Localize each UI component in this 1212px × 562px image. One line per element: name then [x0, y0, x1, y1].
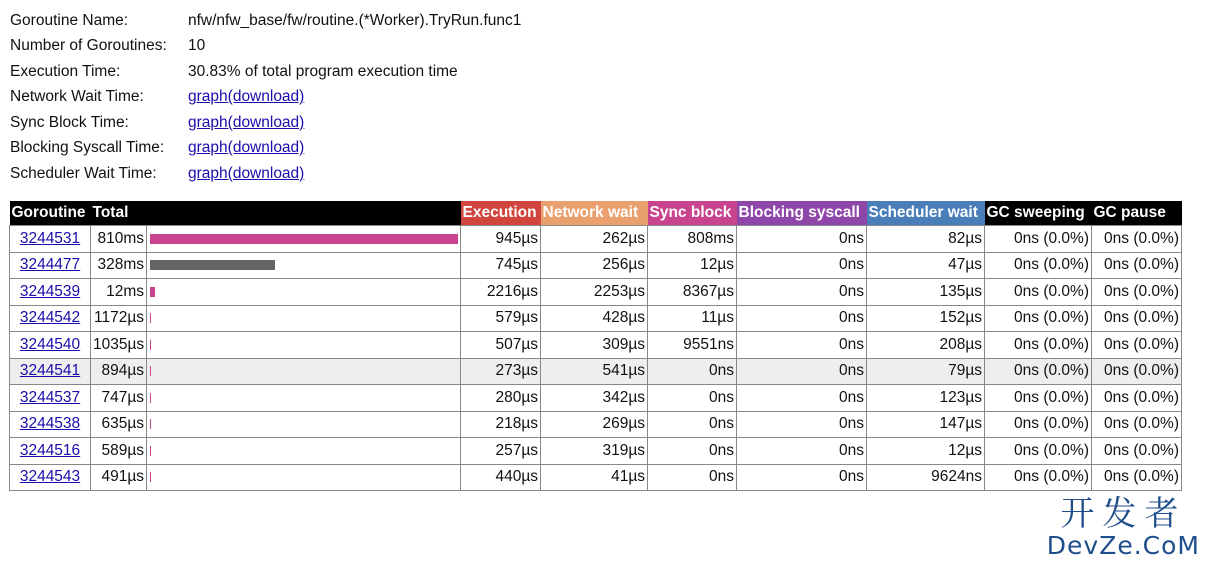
goroutine-id-link[interactable]: 3244541: [19, 362, 81, 380]
cell-network-wait: 41µs: [541, 464, 648, 491]
cell-scheduler-wait: 123µs: [867, 385, 985, 412]
info-row-scheduler: [10, 161, 521, 187]
cell-total: 589µs: [91, 438, 147, 465]
total-bar-fill: [150, 472, 151, 482]
bar-track: [150, 472, 458, 482]
header-network-wait[interactable]: Network wait: [541, 201, 648, 226]
cell-gc-pause: 0ns (0.0%): [1092, 464, 1182, 491]
cell-total-bar: [147, 252, 461, 279]
sync-block-graph-link[interactable]: graph: [188, 113, 228, 131]
cell-gc-sweeping: 0ns (0.0%): [985, 279, 1092, 306]
cell-network-wait: 2253µs: [541, 279, 648, 306]
total-bar-fill: [150, 393, 151, 403]
cell-total: 491µs: [91, 464, 147, 491]
table-body: [10, 226, 1182, 491]
watermark-cn: 开发者: [1060, 494, 1187, 534]
cell-sync-block: 0ns: [648, 411, 737, 438]
scheduler-wait-links: [188, 165, 304, 183]
cell-blocking-syscall: 0ns: [737, 252, 867, 279]
goroutine-id-link[interactable]: 3244542: [19, 309, 81, 327]
execution-time-value: 30.83% of total program execution time: [188, 62, 458, 80]
watermark-en: DevZe.CoM: [1046, 531, 1200, 560]
bar-track: [150, 340, 458, 350]
cell-gc-sweeping: 0ns (0.0%): [985, 226, 1092, 253]
sync-block-links: [188, 114, 304, 132]
table-row: [10, 252, 1182, 279]
bar-track: [150, 419, 458, 429]
cell-goroutine-id: [10, 279, 91, 306]
watermark-logo: [1046, 494, 1200, 560]
info-row-name: [10, 8, 521, 34]
cell-blocking-syscall: 0ns: [737, 226, 867, 253]
cell-total-bar: [147, 464, 461, 491]
cell-goroutine-id: [10, 411, 91, 438]
table-row: [10, 464, 1182, 491]
cell-total: 1172µs: [91, 305, 147, 332]
bar-track: [150, 313, 458, 323]
total-bar-fill: [150, 366, 151, 376]
cell-total-bar: [147, 226, 461, 253]
cell-scheduler-wait: 135µs: [867, 279, 985, 306]
cell-execution: 257µs: [461, 438, 541, 465]
cell-sync-block: 0ns: [648, 358, 737, 385]
bar-track: [150, 234, 458, 244]
total-bar-fill: [150, 419, 151, 429]
cell-gc-sweeping: 0ns (0.0%): [985, 305, 1092, 332]
header-sync-block[interactable]: Sync block: [648, 201, 737, 226]
info-row-network: [10, 85, 521, 111]
cell-goroutine-id: [10, 358, 91, 385]
goroutine-id-link[interactable]: 3244539: [19, 282, 81, 300]
scheduler-wait-label: Scheduler Wait Time:: [10, 164, 157, 182]
scheduler-wait-download-link[interactable]: (download): [227, 164, 305, 182]
total-bar-fill: [150, 446, 151, 456]
header-blocking-syscall[interactable]: Blocking syscall: [737, 201, 867, 226]
total-bar-fill: [150, 234, 458, 244]
cell-blocking-syscall: 0ns: [737, 438, 867, 465]
cell-network-wait: 269µs: [541, 411, 648, 438]
cell-network-wait: 428µs: [541, 305, 648, 332]
cell-network-wait: 256µs: [541, 252, 648, 279]
cell-scheduler-wait: 79µs: [867, 358, 985, 385]
info-row-exec: [10, 59, 521, 85]
cell-execution: 273µs: [461, 358, 541, 385]
bar-track: [150, 393, 458, 403]
header-scheduler-wait[interactable]: Scheduler wait: [867, 201, 985, 226]
bar-track: [150, 446, 458, 456]
cell-network-wait: 309µs: [541, 332, 648, 359]
total-bar-fill: [150, 260, 275, 270]
cell-gc-sweeping: 0ns (0.0%): [985, 464, 1092, 491]
cell-goroutine-id: [10, 438, 91, 465]
cell-goroutine-id: [10, 385, 91, 412]
cell-execution: 280µs: [461, 385, 541, 412]
cell-gc-pause: 0ns (0.0%): [1092, 358, 1182, 385]
goroutine-name-label: Goroutine Name:: [10, 11, 129, 29]
cell-network-wait: 319µs: [541, 438, 648, 465]
cell-execution: 579µs: [461, 305, 541, 332]
cell-total-bar: [147, 279, 461, 306]
cell-execution: 2216µs: [461, 279, 541, 306]
cell-total-bar: [147, 385, 461, 412]
cell-gc-pause: 0ns (0.0%): [1092, 226, 1182, 253]
cell-blocking-syscall: 0ns: [737, 332, 867, 359]
cell-total: 747µs: [91, 385, 147, 412]
blocking-syscall-download-link[interactable]: (download): [227, 139, 305, 157]
goroutine-stats-table: [9, 201, 1182, 491]
scheduler-wait-graph-link[interactable]: graph: [188, 164, 228, 182]
header-goroutine[interactable]: Goroutine: [10, 201, 91, 226]
cell-scheduler-wait: 152µs: [867, 305, 985, 332]
header-gc-sweeping[interactable]: GC sweeping: [985, 201, 1092, 226]
cell-total: 810ms: [91, 226, 147, 253]
cell-goroutine-id: [10, 226, 91, 253]
goroutine-id-link[interactable]: 3244538: [19, 415, 81, 433]
cell-gc-sweeping: 0ns (0.0%): [985, 438, 1092, 465]
bar-track: [150, 366, 458, 376]
header-execution[interactable]: Execution: [461, 201, 541, 226]
bar-track: [150, 287, 458, 297]
table-row: [10, 438, 1182, 465]
sync-block-label: Sync Block Time:: [10, 113, 129, 131]
goroutine-info: [10, 8, 521, 187]
info-row-syscall: [10, 136, 521, 162]
cell-gc-pause: 0ns (0.0%): [1092, 438, 1182, 465]
network-wait-download-link[interactable]: (download): [227, 88, 305, 106]
cell-blocking-syscall: 0ns: [737, 358, 867, 385]
table-row: [10, 385, 1182, 412]
cell-sync-block: 9551ns: [648, 332, 737, 359]
cell-execution: 945µs: [461, 226, 541, 253]
blocking-syscall-label: Blocking Syscall Time:: [10, 139, 165, 157]
cell-sync-block: 12µs: [648, 252, 737, 279]
table-row: [10, 226, 1182, 253]
blocking-syscall-graph-link[interactable]: graph: [188, 139, 228, 157]
cell-blocking-syscall: 0ns: [737, 411, 867, 438]
cell-network-wait: 342µs: [541, 385, 648, 412]
goroutine-count-label: Number of Goroutines:: [10, 37, 167, 55]
total-bar-fill: [150, 340, 151, 350]
cell-total: 894µs: [91, 358, 147, 385]
cell-total: 328ms: [91, 252, 147, 279]
table-row: [10, 305, 1182, 332]
cell-scheduler-wait: 47µs: [867, 252, 985, 279]
goroutine-id-link[interactable]: 3244516: [19, 441, 81, 459]
cell-gc-pause: 0ns (0.0%): [1092, 305, 1182, 332]
cell-total: 12ms: [91, 279, 147, 306]
goroutine-id-link[interactable]: 3244477: [19, 256, 81, 274]
cell-scheduler-wait: 9624ns: [867, 464, 985, 491]
bar-track: [150, 260, 458, 270]
cell-sync-block: 11µs: [648, 305, 737, 332]
header-gc-pause[interactable]: GC pause: [1092, 201, 1182, 226]
blocking-syscall-links: [188, 139, 304, 157]
cell-blocking-syscall: 0ns: [737, 385, 867, 412]
cell-sync-block: 808ms: [648, 226, 737, 253]
goroutine-id-link[interactable]: 3244540: [19, 335, 81, 353]
cell-execution: 507µs: [461, 332, 541, 359]
cell-execution: 745µs: [461, 252, 541, 279]
table-header-row: [10, 201, 1182, 226]
cell-scheduler-wait: 12µs: [867, 438, 985, 465]
info-row-sync: [10, 110, 521, 136]
header-bar: [147, 201, 461, 226]
goroutine-id-link[interactable]: 3244537: [19, 388, 81, 406]
network-wait-links: [188, 88, 304, 106]
cell-total-bar: [147, 358, 461, 385]
table-row: [10, 411, 1182, 438]
cell-execution: 440µs: [461, 464, 541, 491]
cell-sync-block: 0ns: [648, 464, 737, 491]
cell-blocking-syscall: 0ns: [737, 279, 867, 306]
cell-scheduler-wait: 147µs: [867, 411, 985, 438]
cell-network-wait: 541µs: [541, 358, 648, 385]
cell-gc-sweeping: 0ns (0.0%): [985, 252, 1092, 279]
cell-goroutine-id: [10, 464, 91, 491]
goroutine-name-value: nfw/nfw_base/fw/routine.(*Worker).TryRun.func1: [188, 11, 522, 29]
cell-network-wait: 262µs: [541, 226, 648, 253]
cell-sync-block: 0ns: [648, 385, 737, 412]
table-row: [10, 332, 1182, 359]
goroutine-count-value: 10: [188, 37, 206, 55]
cell-goroutine-id: [10, 332, 91, 359]
cell-gc-sweeping: 0ns (0.0%): [985, 385, 1092, 412]
cell-goroutine-id: [10, 252, 91, 279]
cell-goroutine-id: [10, 305, 91, 332]
cell-blocking-syscall: 0ns: [737, 305, 867, 332]
network-wait-graph-link[interactable]: graph: [188, 88, 228, 106]
cell-scheduler-wait: 82µs: [867, 226, 985, 253]
total-bar-fill: [150, 287, 155, 297]
cell-gc-pause: 0ns (0.0%): [1092, 332, 1182, 359]
cell-gc-sweeping: 0ns (0.0%): [985, 358, 1092, 385]
execution-time-label: Execution Time:: [10, 62, 121, 80]
table-row: [10, 358, 1182, 385]
cell-scheduler-wait: 208µs: [867, 332, 985, 359]
total-bar-fill: [150, 313, 151, 323]
cell-total-bar: [147, 332, 461, 359]
goroutine-id-link[interactable]: 3244531: [19, 229, 81, 247]
network-wait-label: Network Wait Time:: [10, 88, 144, 106]
sync-block-download-link[interactable]: (download): [227, 113, 305, 131]
cell-gc-pause: 0ns (0.0%): [1092, 385, 1182, 412]
cell-sync-block: 0ns: [648, 438, 737, 465]
cell-total: 635µs: [91, 411, 147, 438]
cell-gc-sweeping: 0ns (0.0%): [985, 332, 1092, 359]
cell-total-bar: [147, 438, 461, 465]
cell-gc-sweeping: 0ns (0.0%): [985, 411, 1092, 438]
cell-total-bar: [147, 305, 461, 332]
header-total[interactable]: Total: [91, 201, 147, 226]
cell-execution: 218µs: [461, 411, 541, 438]
info-row-count: [10, 34, 521, 60]
cell-sync-block: 8367µs: [648, 279, 737, 306]
cell-gc-pause: 0ns (0.0%): [1092, 279, 1182, 306]
goroutine-id-link[interactable]: 3244543: [19, 468, 81, 486]
cell-total-bar: [147, 411, 461, 438]
table-row: [10, 279, 1182, 306]
cell-blocking-syscall: 0ns: [737, 464, 867, 491]
cell-gc-pause: 0ns (0.0%): [1092, 252, 1182, 279]
cell-total: 1035µs: [91, 332, 147, 359]
cell-gc-pause: 0ns (0.0%): [1092, 411, 1182, 438]
